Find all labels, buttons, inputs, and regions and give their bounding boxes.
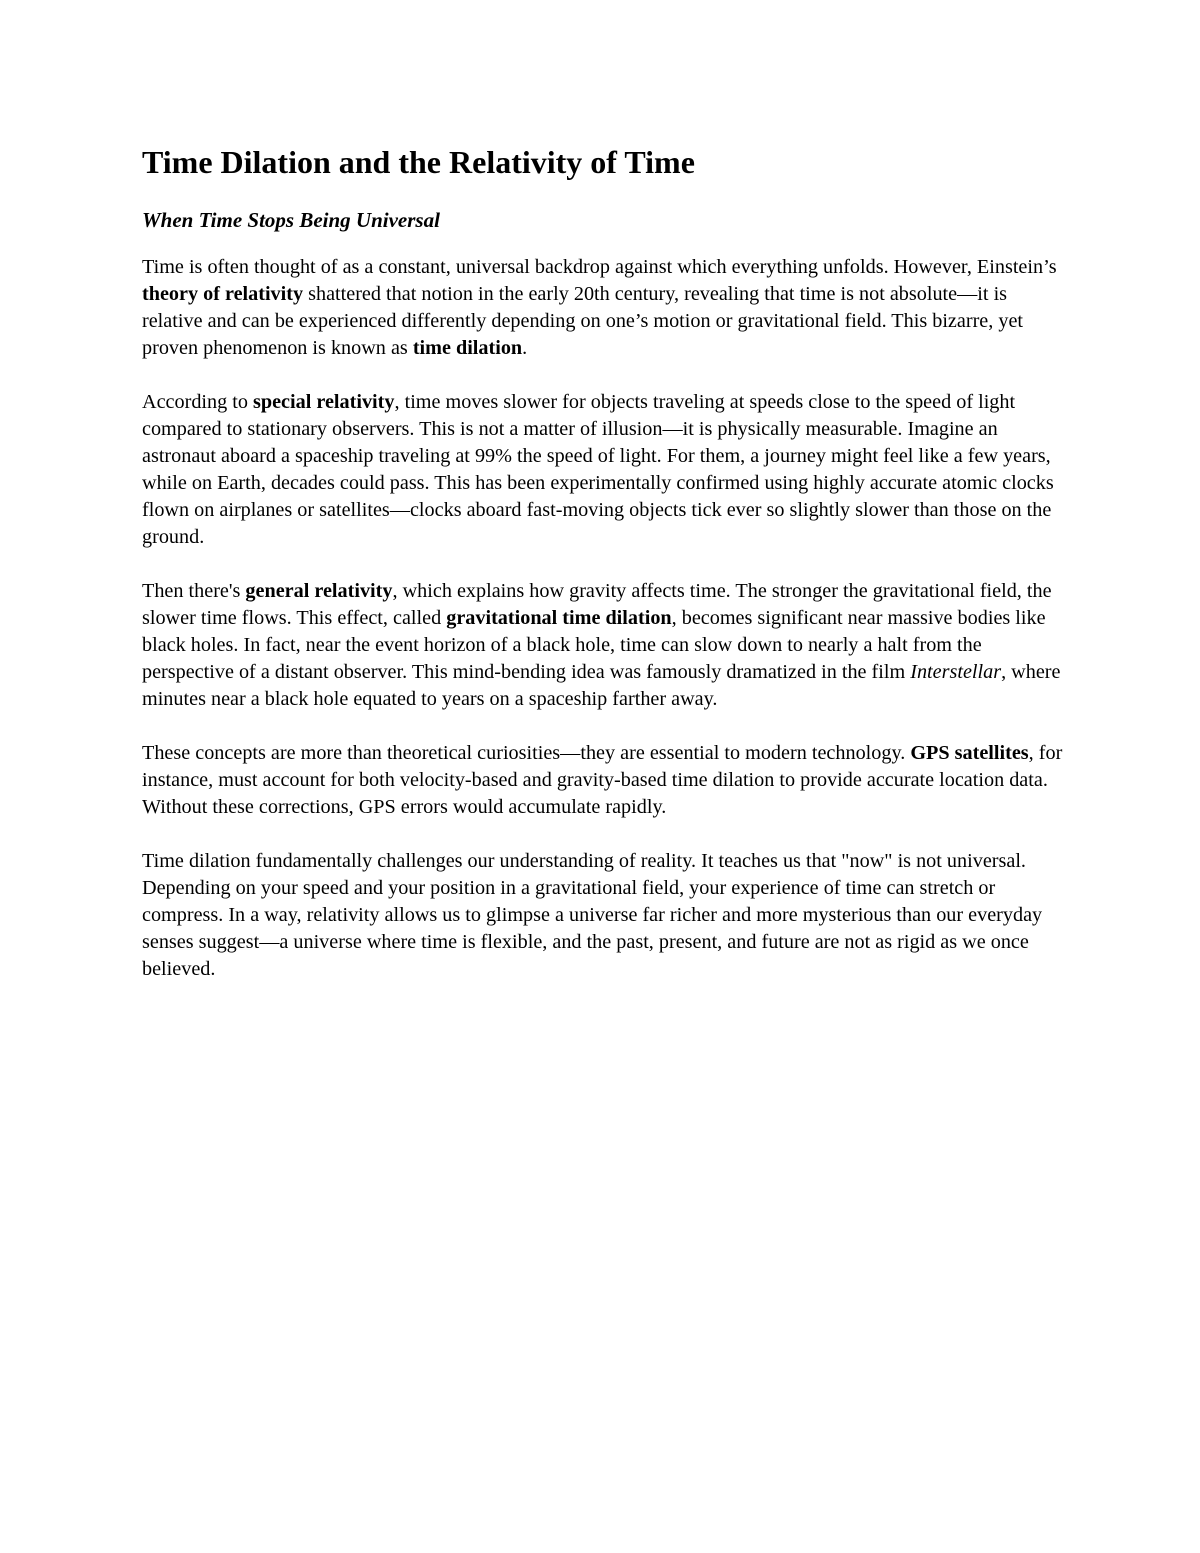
text-run: According to xyxy=(142,391,254,413)
text-run: , which explains how gravity affects time. The stronger the gravitational field, the slower time flows. This effect, called xyxy=(142,580,1052,629)
paragraph-general-relativity xyxy=(142,578,1067,713)
paragraph-conclusion xyxy=(142,848,1067,983)
paragraph-gps xyxy=(142,740,1067,821)
text-run: , where minutes near a black hole equated to years on a spaceship farther away. xyxy=(142,661,1061,710)
text-run: Then there's xyxy=(142,580,246,602)
italic-title: Interstellar xyxy=(910,661,1002,683)
bold-term: gravitational time dilation xyxy=(446,607,672,629)
text-run: shattered that notion in the early 20th century, revealing that time is not absolute—it is relative and can be experienced differently depending on one’s motion or gravitational field. This bizarre, yet proven phenomenon is known as xyxy=(142,283,1024,359)
text-run: Time is often thought of as a constant, universal backdrop against which everything unfolds. However, Einstein’s xyxy=(142,256,1057,278)
text-run: . xyxy=(522,337,528,359)
text-run: , becomes significant near massive bodies like black holes. In fact, near the event horizon of a black hole, time can slow down to nearly a halt from the perspective of a distant observer. This mind-bending idea was famously dramatized in the film xyxy=(142,607,1046,683)
paragraph-intro xyxy=(142,254,1067,362)
bold-term: time dilation xyxy=(412,337,523,359)
bold-term: special relativity xyxy=(253,391,395,413)
document-subtitle: When Time Stops Being Universal xyxy=(142,208,440,232)
bold-term: theory of relativity xyxy=(142,283,304,305)
bold-term: general relativity xyxy=(245,580,393,602)
text-run: , for instance, must account for both velocity-based and gravity-based time dilation to provide accurate location data. Without these corrections, GPS errors would accumulate rapidly. xyxy=(142,742,1063,818)
text-run: Time dilation fundamentally challenges our understanding of reality. It teaches us that "now" is not universal. Depending on your speed and your position in a gravitational field, your experience of time can stretch or compress. In a way, relativity allows us to glimpse a universe far richer and more mysterious than our everyday senses suggest—a universe where time is flexible, and the past, present, and future are not as rigid as we once believed. xyxy=(142,850,1043,980)
bold-term: GPS satellites xyxy=(910,742,1029,764)
text-run: , time moves slower for objects traveling at speeds close to the speed of light compared to stationary observers. This is not a matter of illusion—it is physically measurable. Imagine an astronaut aboard a spaceship traveling at 99% the speed of light. For them, a journey might feel like a few years, while on Earth, decades could pass. This has been experimentally confirmed using highly accurate atomic clocks flown on airplanes or satellites—clocks aboard fast-moving objects tick ever so slightly slower than those on the ground. xyxy=(142,391,1054,548)
text-run: These concepts are more than theoretical curiosities—they are essential to modern technology. xyxy=(142,742,911,764)
document-title: Time Dilation and the Relativity of Time xyxy=(142,144,695,180)
document-page xyxy=(142,140,1067,1010)
paragraph-special-relativity xyxy=(142,389,1067,551)
